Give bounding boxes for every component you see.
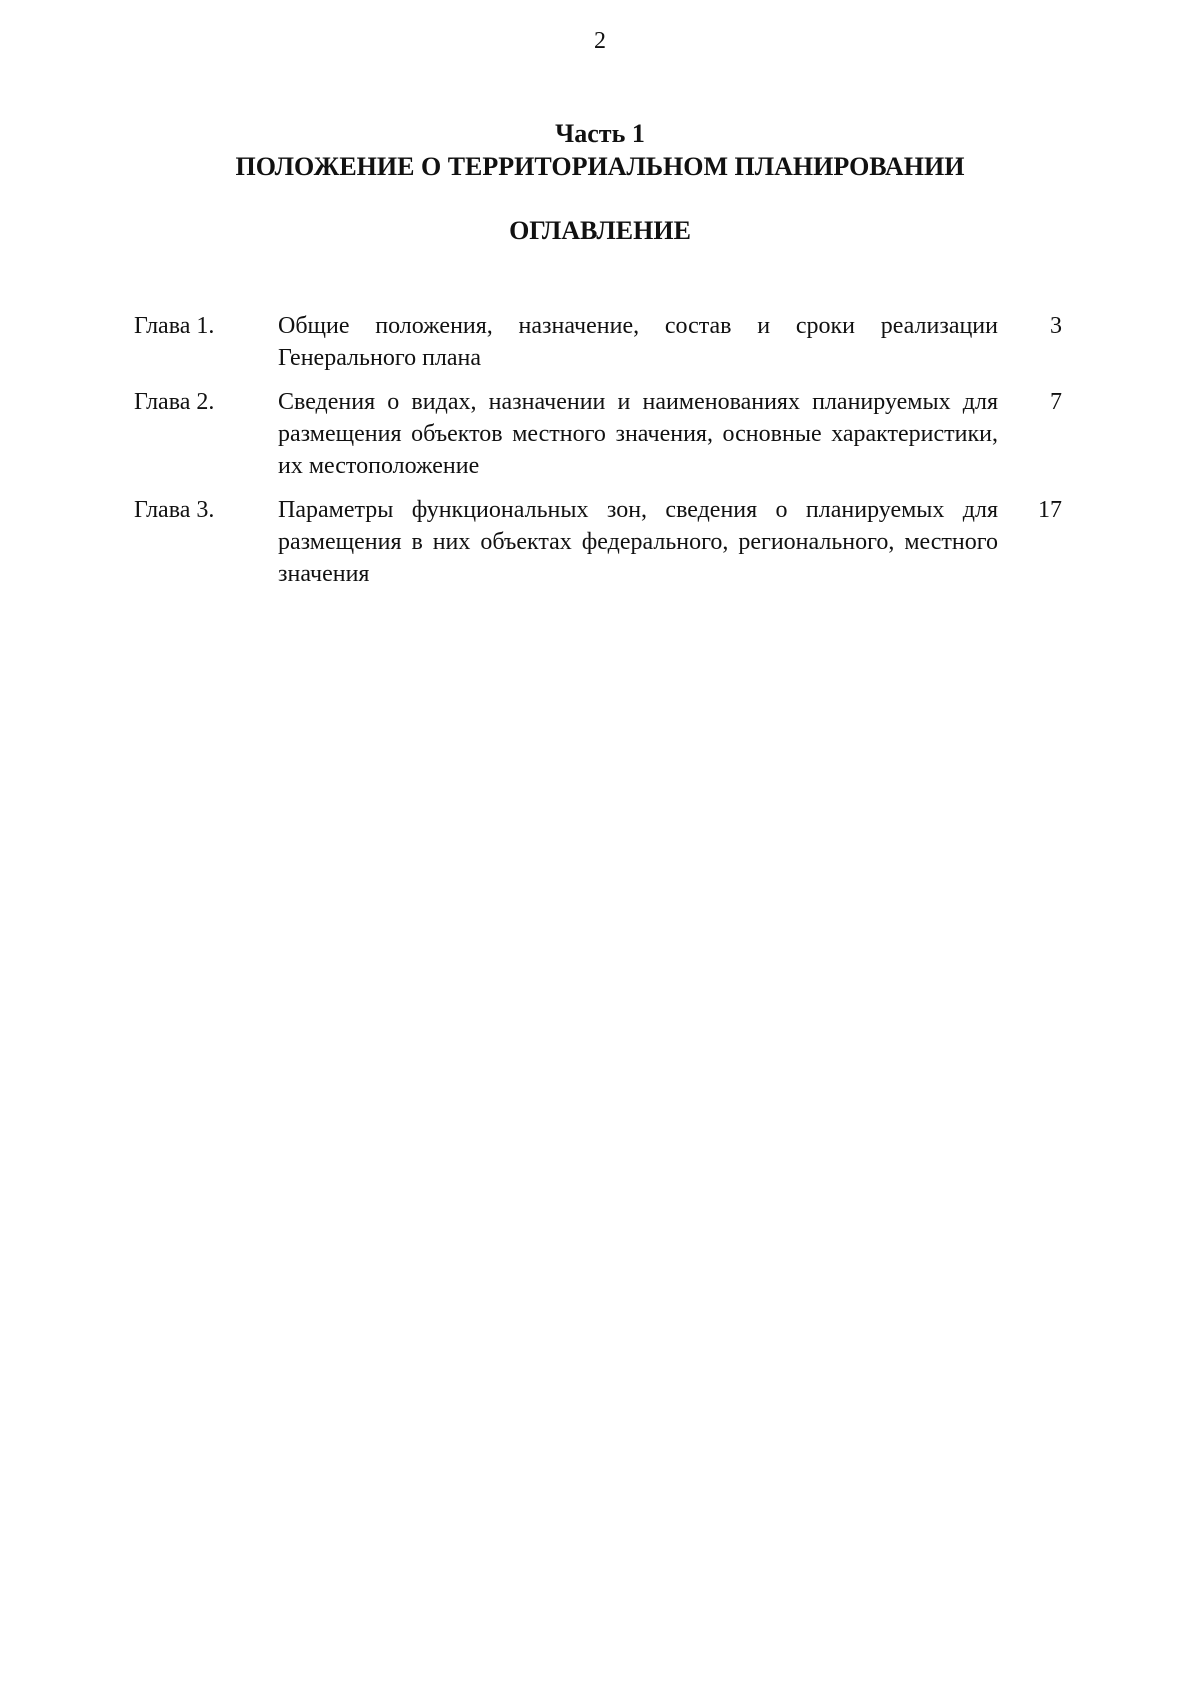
toc-entry-text: Общие положения, назначение, состав и сроки реализации Генерального плана [278,313,998,371]
toc-entry-label: Глава 2. [134,389,215,415]
toc-entry-page: 7 [1050,389,1062,415]
part-title: Часть 1 [555,119,645,148]
toc-entry-page: 3 [1050,313,1062,339]
toc-entry-text: Сведения о видах, назначении и наименованиях планируемых для размещения объектов местного значения, основные характеристики, их местоположение [278,389,998,479]
toc-entry-text: Параметры функциональных зон, сведения о планируемых для размещения в них объектах федерального, регионального, местного значения [278,497,998,587]
heading-block [0,118,1200,184]
section-title: ПОЛОЖЕНИЕ О ТЕРРИТОРИАЛЬНОМ ПЛАНИРОВАНИИ [235,152,965,181]
toc-entry-chapter-1[interactable] [134,310,1074,374]
table-of-contents [134,310,1074,602]
toc-entry-chapter-3[interactable] [134,494,1074,590]
toc-entry-page: 17 [1038,497,1062,523]
page-number: 2 [594,28,606,54]
toc-entry-label: Глава 1. [134,313,215,339]
toc-entry-chapter-2[interactable] [134,386,1074,482]
toc-entry-label: Глава 3. [134,497,215,523]
toc-title: ОГЛАВЛЕНИЕ [509,216,691,245]
